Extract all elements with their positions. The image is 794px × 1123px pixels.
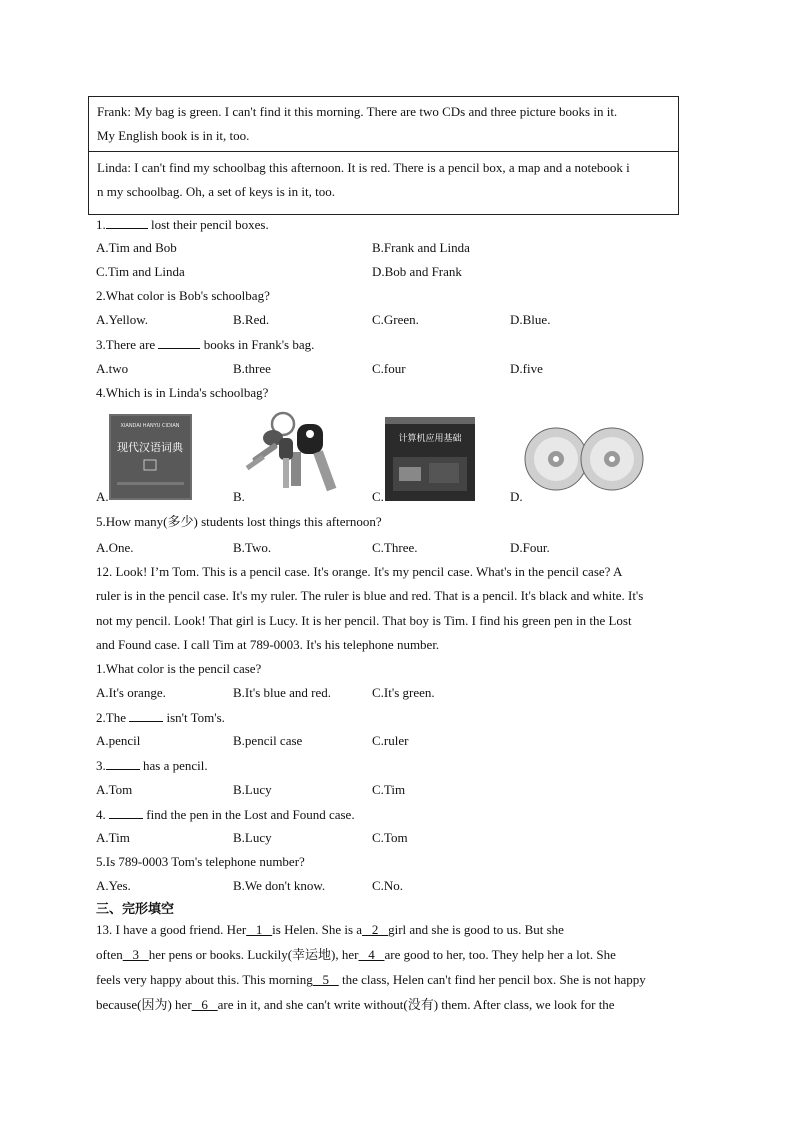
question-12-2	[96, 709, 225, 726]
cds-image	[524, 419, 649, 501]
option-c: C.Green.	[372, 312, 419, 327]
option-c: C.four	[372, 361, 406, 376]
question-text: find the pen in the Lost and Found case.	[143, 807, 355, 822]
answer-blank	[109, 806, 143, 819]
option-b: B.Red.	[233, 312, 270, 327]
keys-image	[243, 410, 351, 498]
option-c: C.It's green.	[372, 685, 435, 700]
linda-passage	[88, 151, 679, 215]
option-a: A.two	[96, 361, 129, 376]
option-a: A.pencil	[96, 733, 141, 748]
question-text: isn't Tom's.	[163, 710, 225, 725]
cloze-line-1	[96, 922, 564, 938]
cloze-line-3	[96, 972, 646, 988]
question-text: 3.	[96, 758, 106, 773]
option-b: B.We don't know.	[233, 878, 326, 893]
option-c: C.Tim	[372, 782, 406, 797]
cloze-text: because(因为) her	[96, 997, 192, 1012]
cloze-text: feels very happy about this. This morning	[96, 972, 313, 987]
passage-12-line-1: 12. Look! I’m Tom. This is a pencil case. It's orange. It's my pencil case. What's in the pencil case? A	[96, 564, 623, 579]
cloze-blank-2: 2	[362, 922, 389, 937]
answer-blank	[129, 709, 163, 722]
question-12-5: 5.Is 789-0003 Tom's telephone number?	[96, 854, 305, 869]
option-a: A.Tim and Bob	[96, 240, 177, 255]
frank-line-1: Frank: My bag is green. I can't find it this morning. There are two CDs and three picture books in it.	[97, 104, 618, 119]
cloze-line-4	[96, 997, 615, 1013]
option-b: B.Lucy	[233, 782, 272, 797]
option-a: A.It's orange.	[96, 685, 166, 700]
cloze-blank-1: 1	[246, 922, 273, 937]
question-1	[96, 216, 269, 233]
option-a: A.One.	[96, 540, 134, 555]
option-b: B.It's blue and red.	[233, 685, 332, 700]
option-d: D.Bob and Frank	[372, 264, 462, 279]
option-c: C.ruler	[372, 733, 409, 748]
option-a: A.Tim	[96, 830, 130, 845]
passage-12-line-3: not my pencil. Look! That girl is Lucy. It is her pencil. That boy is Tim. I find his green pen in the Lost	[96, 613, 632, 628]
cloze-blank-5: 5	[312, 972, 339, 987]
option-b: B.	[233, 489, 245, 504]
question-12-4	[96, 806, 355, 823]
option-d: D.Four.	[510, 540, 550, 555]
passage-12-line-4: and Found case. I call Tim at 789-0003. It's his telephone number.	[96, 637, 440, 652]
question-text: 4.	[96, 807, 109, 822]
linda-line-2: n my schoolbag. Oh, a set of keys is in it, too.	[97, 184, 335, 199]
dictionary-image	[109, 414, 192, 500]
cloze-text: is Helen. She is a	[272, 922, 363, 937]
answer-blank	[158, 336, 200, 349]
question-3	[96, 336, 314, 353]
option-c: C.No.	[372, 878, 404, 893]
cloze-text: often	[96, 947, 123, 962]
question-2: 2.What color is Bob's schoolbag?	[96, 288, 270, 303]
option-a: A.Yes.	[96, 878, 131, 893]
cloze-text: are good to her, too. They help her a lot. She	[384, 947, 616, 962]
answer-blank	[106, 216, 148, 229]
answer-blank	[106, 757, 140, 770]
question-4: 4.Which is in Linda's schoolbag?	[96, 385, 269, 400]
book-title: 计算机应用基础	[398, 434, 462, 444]
cloze-text: are in it, and she can't write without(没有) them. After class, we look for the	[217, 997, 615, 1012]
cloze-text: girl and she is good to us. But she	[388, 922, 564, 937]
cloze-text: her pens or books. Luckily(幸运地), her	[148, 947, 359, 962]
option-c: C.Three.	[372, 540, 418, 555]
question-12-1: 1.What color is the pencil case?	[96, 661, 262, 676]
option-d: D.	[510, 489, 523, 504]
option-d: D.five	[510, 361, 543, 376]
question-number: 1.	[96, 217, 106, 232]
option-b: B.pencil case	[233, 733, 303, 748]
frank-line-2: My English book is in it, too.	[97, 128, 250, 143]
option-c: C.	[372, 489, 384, 504]
cloze-text: 13. I have a good friend. Her	[96, 922, 247, 937]
question-text: books in Frank's bag.	[200, 337, 315, 352]
option-a: A.	[96, 489, 109, 504]
cloze-text: the class, Helen can't find her pencil box. She is not happy	[338, 972, 646, 987]
option-b: B.three	[233, 361, 271, 376]
dictionary-pinyin: XIANDAI HANYU CIDIAN	[120, 423, 180, 429]
option-d: D.Blue.	[510, 312, 551, 327]
option-c: C.Tom	[372, 830, 408, 845]
question-text: 2.The	[96, 710, 130, 725]
option-b: B.Lucy	[233, 830, 272, 845]
option-c: C.Tim and Linda	[96, 264, 185, 279]
computer-book-image	[385, 417, 475, 501]
question-text: lost their pencil boxes.	[147, 217, 269, 232]
cloze-blank-3: 3	[122, 947, 149, 962]
frank-passage	[88, 96, 679, 152]
option-a: A.Tom	[96, 782, 133, 797]
question-text: has a pencil.	[139, 758, 208, 773]
dictionary-title: 现代汉语词典	[117, 441, 183, 454]
option-b: B.Frank and Linda	[372, 240, 470, 255]
question-text: 3.There are	[96, 337, 159, 352]
cloze-blank-6: 6	[191, 997, 218, 1012]
option-a: A.Yellow.	[96, 312, 149, 327]
question-12-3	[96, 757, 208, 774]
option-b: B.Two.	[233, 540, 272, 555]
section-heading: 三、完形填空	[96, 902, 175, 917]
question-5: 5.How many(多少) students lost things this afternoon?	[96, 514, 382, 529]
passage-12-line-2: ruler is in the pencil case. It's my ruler. The ruler is blue and red. That is a pencil. It's black and white. It's	[96, 588, 644, 603]
cloze-line-2	[96, 947, 616, 963]
linda-line-1: Linda: I can't find my schoolbag this afternoon. It is red. There is a pencil box, a map and a notebook i	[97, 160, 630, 175]
cloze-blank-4: 4	[358, 947, 385, 962]
